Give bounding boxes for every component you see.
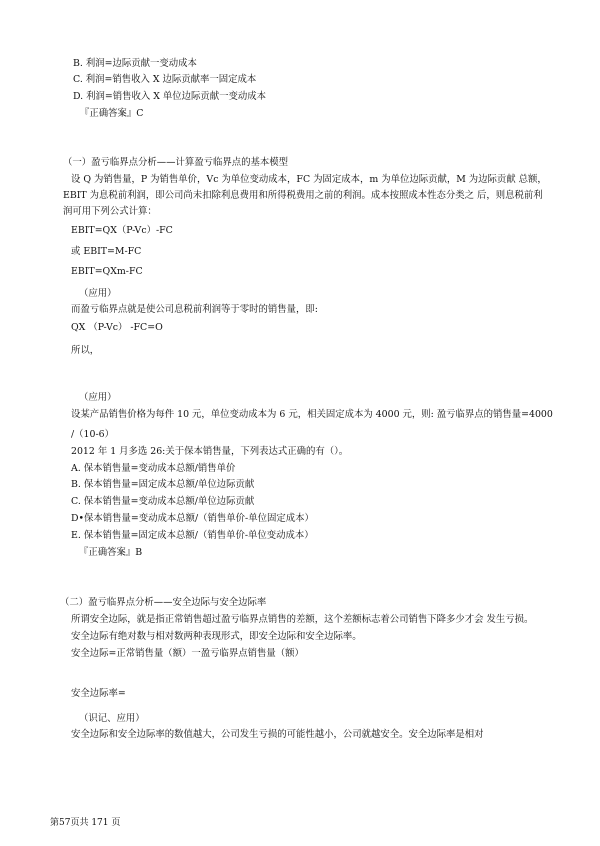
answer-top: 『正确答案』C	[80, 108, 144, 119]
example-line-1: 设某产品销售价格为每件 10 元，单位变动成本为 6 元，相关固定成本为 4000 元，则: 盈亏临界点的销售量=4000	[71, 409, 553, 420]
formula-ebit-2: 或 EBIT=M-FC	[71, 246, 142, 257]
question-option-c: C. 保本销售量=变动成本总额/单位边际贡献	[71, 496, 255, 507]
section1-heading: （一）盈亏临界点分析——计算盈亏临界点的基本模型	[63, 157, 289, 168]
formula-break-even: QX （P-Vc） -FC=O	[71, 322, 163, 333]
question-option-a: A. 保本销售量=变动成本总额/销售单价	[71, 463, 236, 474]
question-option-d: D•保本销售量=变动成本总额/（销售单价-单位固定成本）	[71, 513, 314, 524]
section1-para1: 设 Q 为销售量，P 为销售单价，Vc 为单位变动成本，FC 为固定成本，m 为单位边际贡献，M 为边际贡献 总额，	[71, 174, 547, 185]
section2-para2: 安全边际有绝对数与相对数两种表现形式，即安全边际和安全边际率。	[71, 631, 362, 642]
break-even-line: 而盈亏临界点就是使公司息税前利润等于零时的销售量，即:	[71, 304, 318, 315]
section1-para3: 润可用下列公式计算：	[63, 206, 157, 217]
option-c: C. 利润=销售收入 X 边际贡献率一固定成本	[73, 74, 257, 85]
tag-application-1: （应用）	[79, 288, 117, 299]
section2-heading: （二）盈亏临界点分析——安全边际与安全边际率	[60, 597, 267, 608]
section2-para1: 所谓安全边际，就是指正常销售超过盈亏临界点销售的差额，这个差额标志着公司销售下降多少才会 发生亏损。	[71, 614, 534, 625]
tag-memorize-apply: （识记、应用）	[79, 713, 145, 724]
tag-application-2: （应用）	[79, 392, 117, 403]
safety-margin-rate-label: 安全边际率=	[71, 688, 126, 699]
answer-question: 『正确答案』B	[79, 547, 143, 558]
safety-margin-formula: 安全边际=正常销售量（额）一盈亏临界点销售量（额）	[71, 648, 304, 659]
so-label: 所以，	[71, 345, 100, 356]
question-option-b: B. 保本销售量=固定成本总额/单位边际贡献	[71, 479, 255, 490]
section2-para5: 安全边际和安全边际率的数值越大，公司发生亏损的可能性越小，公司就越安全。安全边际率是相对	[71, 729, 484, 740]
question-intro: 2012 年 1 月多选 26:关于保本销售量，下列表达式正确的有（）。	[71, 446, 349, 457]
page-footer: 第57页共 171 页	[50, 818, 121, 828]
example-line-2: /（10-6）	[71, 429, 114, 440]
section1-para2: EBIT 为息税前利润，即公司尚未扣除利息费用和所得税费用之前的利润。成本按照成本性态分类之 后，则息税前利	[63, 190, 543, 201]
question-option-e: E. 保本销售量=固定成本总额/（销售单价-单位变动成本）	[71, 530, 314, 541]
formula-ebit-3: EBIT=QXm-FC	[71, 266, 143, 277]
option-b: B. 利润=边际贡献一变动成本	[73, 58, 197, 69]
formula-ebit-1: EBIT=QX（P-Vc）-FC	[71, 225, 173, 236]
option-d: D. 利润=销售收入 X 单位边际贡献一变动成本	[73, 91, 267, 102]
